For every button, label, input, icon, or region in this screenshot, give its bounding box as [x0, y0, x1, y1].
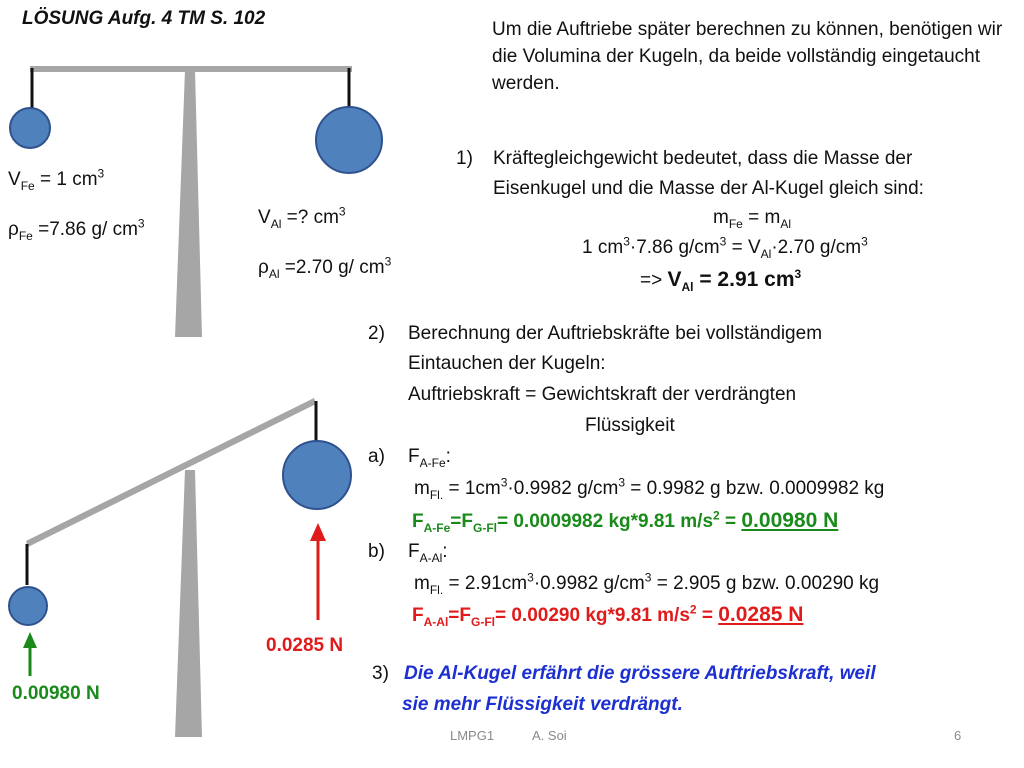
label-v-fe: $V_{Fe} = 1$ $cm^3$ [8, 166, 105, 193]
footer-course: LMPG1 [450, 728, 495, 743]
step1-eq2: 1 $cm^3\cdot 7.86$ $g/cm^3 = V_{Al}\cdot 2.70$ $g/cm^3$ [582, 234, 868, 261]
bottom-al-ball [283, 441, 351, 509]
step2b-heading: $F_{A-Al}$: [408, 541, 448, 565]
step3-line2: sie mehr Flüssigkeit verdrängt. [402, 694, 683, 715]
step2-line2: Eintauchen der Kugeln: [408, 353, 606, 374]
bottom-fe-ball [9, 587, 47, 625]
step2-line4: Flüssigkeit [585, 415, 675, 436]
fe-buoyancy-arrow-head [23, 632, 37, 648]
step2a-force: $F_{A-Fe}=F_{G-Fl}= 0.0009982$ kg*9.81 $m/s^2 = 0.00980$ N [412, 508, 839, 535]
step2-number: 2) [368, 323, 385, 344]
top-balance-beam [30, 66, 352, 72]
step2-line1: Berechnung der Auftriebskräfte bei vollständigem [408, 323, 823, 344]
top-fe-ball [10, 108, 50, 148]
bottom-balance-beam [26, 398, 316, 547]
step2a-label: a) [368, 446, 385, 467]
step2a-mass: $m_{Fl.} = 1cm^3\cdot 0.9982$ $g/cm^3 = 0.9982$ g bzw. 0.0009982 kg [414, 475, 885, 502]
page-title: LÖSUNG Aufg. 4 TM S. 102 [22, 8, 266, 29]
step1-result: => $V_{Al} = 2.91$ $cm^3$ [640, 267, 802, 295]
step2-line3: Auftriebskraft = Gewichtskraft der verdrängten [408, 384, 797, 405]
top-balance-stand [175, 70, 202, 337]
step2a-force-result: 0.00980 N [741, 509, 839, 532]
footer-page-number: 6 [954, 728, 962, 743]
step2b-force-result: 0.0285 N [718, 603, 804, 626]
step2b-mass: $m_{Fl.} = 2.91cm^3\cdot 0.9982$ $g/cm^3 = 2.905$ g bzw. 0.00290 kg [414, 570, 880, 597]
top-al-ball [316, 107, 382, 173]
intro-text: Um die Auftriebe später berechnen zu können, benötigen wir die Volumina der Kugeln, da beide vollständig eingetaucht werden. [492, 19, 1003, 94]
step1-eq1: $m_{Fe} = m_{Al}$ [713, 207, 791, 231]
label-v-al: $V_{Al}$ =? $cm^3$ [258, 204, 346, 231]
step3-line1: Die Al-Kugel erfährt die grössere Auftriebskraft, weil [404, 663, 876, 684]
force-al-label: 0.0285 N [266, 635, 344, 656]
label-rho-al: $\rho_{Al} =2.70$ g/ $cm^3$ [258, 254, 392, 281]
footer-author: A. Soi [532, 728, 567, 743]
step1-line1: Kräftegleichgewicht bedeutet, dass die Masse der [493, 148, 913, 169]
step1-number: 1) [456, 148, 473, 169]
label-rho-fe: $\rho_{Fe} =7.86$ g/ $cm^3$ [8, 216, 145, 243]
step3-number: 3) [372, 663, 389, 684]
bottom-balance-stand [175, 470, 202, 737]
force-fe-label: 0.00980 N [12, 683, 100, 704]
step1-line2: Eisenkugel und die Masse der Al-Kugel gleich sind: [493, 178, 924, 199]
step2b-label: b) [368, 541, 385, 562]
step2a-heading: $F_{A-Fe}$: [408, 446, 451, 470]
step2b-force: $F_{A-Al}=F_{G-Fl}= 0.00290$ kg*9.81 $m/s^2 = 0.0285$ N [412, 602, 804, 629]
al-buoyancy-arrow-head [310, 523, 326, 541]
